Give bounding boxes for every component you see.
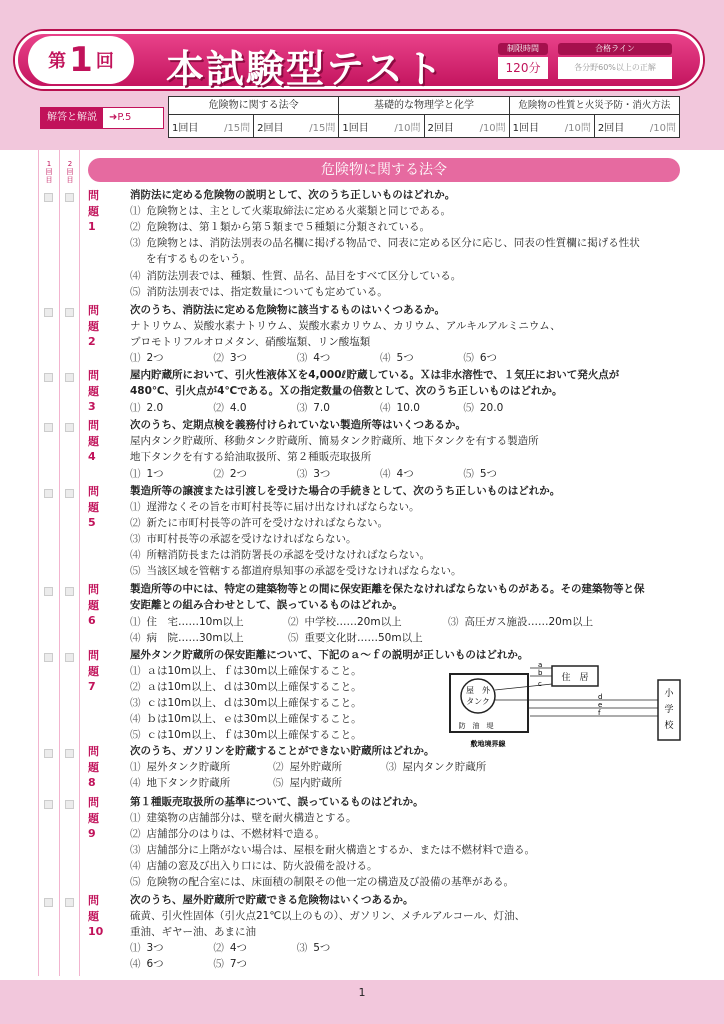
option-text: 市町村長等の承認を受けなければならない。 bbox=[146, 533, 357, 545]
review-checkbox[interactable] bbox=[44, 423, 53, 432]
option[interactable] bbox=[130, 696, 362, 712]
option[interactable] bbox=[130, 631, 244, 647]
option-text: 3つ bbox=[313, 468, 331, 480]
option-text: 高圧ガス施設……20m以上 bbox=[464, 616, 594, 628]
check-divider bbox=[59, 150, 60, 976]
option-number: ⑷ bbox=[130, 860, 141, 872]
question-number: 問題 5 bbox=[88, 485, 99, 529]
question-number: 問題 3 bbox=[88, 369, 99, 413]
question-body: 重油、ギヤー油、あまに油 bbox=[130, 926, 256, 938]
answer-label: 解答と解説 bbox=[41, 108, 103, 128]
review-checkbox[interactable] bbox=[44, 800, 53, 809]
score-cell[interactable] bbox=[339, 115, 423, 137]
option-number: ⑵ bbox=[273, 761, 284, 773]
option-text: 4つ bbox=[229, 942, 248, 954]
option[interactable] bbox=[130, 285, 388, 301]
option[interactable] bbox=[130, 564, 462, 580]
option[interactable] bbox=[130, 680, 362, 696]
option[interactable] bbox=[130, 532, 357, 548]
question-number: 問題 8 bbox=[88, 745, 99, 789]
option[interactable] bbox=[130, 516, 388, 532]
label-b: b bbox=[538, 669, 543, 677]
label-c: c bbox=[538, 680, 542, 688]
option[interactable] bbox=[213, 467, 289, 483]
check-header-1: 1回目 bbox=[45, 160, 53, 184]
option-number: ⑵ bbox=[213, 942, 224, 954]
review-checkbox[interactable] bbox=[65, 489, 74, 498]
option[interactable] bbox=[130, 269, 461, 285]
review-checkbox[interactable] bbox=[65, 898, 74, 907]
dyke-label: 防 油 堤 bbox=[458, 722, 494, 730]
option[interactable] bbox=[463, 351, 539, 367]
option-number: ⑴ bbox=[130, 468, 141, 480]
score-section bbox=[509, 97, 679, 137]
label-f: f bbox=[598, 709, 601, 717]
option-number: ⑶ bbox=[296, 352, 308, 364]
option-number: ⑸ bbox=[130, 565, 141, 577]
option-number: ⑷ bbox=[130, 958, 141, 970]
option-text: 建築物の店舗部分は、壁を耐火構造とする。 bbox=[146, 812, 357, 824]
review-checkbox[interactable] bbox=[44, 653, 53, 662]
option-number: ⑵ bbox=[213, 352, 224, 364]
review-checkbox[interactable] bbox=[44, 489, 53, 498]
question-body: ブロモトリフルオロメタン、硝酸塩類、リン酸塩類 bbox=[130, 336, 371, 348]
option-number: ⑶ bbox=[296, 402, 308, 414]
option-number: ⑴ bbox=[130, 665, 141, 677]
option-continuation bbox=[146, 252, 251, 268]
score-denominator: /10問 bbox=[479, 122, 506, 134]
question-text: 屋内貯蔵所において、引火性液体Ｘを4,000ℓ貯蔵している。Ｘは非水溶性で、１気圧において発火点が bbox=[130, 369, 620, 381]
option-text: 2つ bbox=[229, 468, 248, 480]
option-number: ⑸ bbox=[288, 632, 299, 644]
option-text: 消防法別表では、指定数量についても定めている。 bbox=[146, 286, 388, 298]
option[interactable] bbox=[130, 728, 362, 744]
option-text: 屋外貯蔵所 bbox=[289, 761, 342, 773]
option-text: 病 院……30m以上 bbox=[146, 632, 244, 644]
option-text: を有するものをいう。 bbox=[146, 253, 251, 265]
review-checkbox[interactable] bbox=[65, 587, 74, 596]
option-text: 新たに市町村長等の許可を受けなければならない。 bbox=[146, 517, 388, 529]
option-number: ⑴ bbox=[130, 942, 141, 954]
attempt-label: 2回目 bbox=[597, 122, 625, 134]
option[interactable] bbox=[130, 811, 357, 827]
option-row bbox=[130, 957, 293, 973]
check-column bbox=[38, 150, 80, 976]
option-number: ⑴ bbox=[130, 402, 141, 414]
score-cell[interactable] bbox=[253, 115, 338, 137]
option-text: 危険物とは、主として火薬取締法に定める火薬類と同じである。 bbox=[146, 205, 451, 217]
option-text: 1つ bbox=[146, 468, 164, 480]
question-number: 問題10 bbox=[88, 894, 104, 938]
score-section-title: 基礎的な物理学と化学 bbox=[339, 97, 508, 115]
option-text: 5つ bbox=[396, 352, 414, 364]
option-number: ⑴ bbox=[130, 812, 141, 824]
option-number: ⑶ bbox=[130, 844, 141, 856]
question-text: 次のうち、定期点検を義務付けられていない製造所等はいくつあるか。 bbox=[130, 419, 466, 431]
attempt-label: 1回目 bbox=[512, 122, 540, 134]
option-text: 店舗部分のはりは、不燃材料で造る。 bbox=[146, 828, 325, 840]
option-text: 消防法別表では、種類、性質、品名、品目をすべて区分している。 bbox=[146, 270, 462, 282]
option-number: ⑸ bbox=[130, 286, 141, 298]
attempt-label: 2回目 bbox=[427, 122, 454, 134]
option-number: ⑷ bbox=[380, 352, 391, 364]
option-number: ⑴ bbox=[130, 205, 141, 217]
review-checkbox[interactable] bbox=[44, 749, 53, 758]
option-text: ｃは10m以上、ｄは30m以上確保すること。 bbox=[146, 697, 362, 709]
option-number: ⑷ bbox=[130, 713, 141, 725]
option-text: 5つ bbox=[479, 468, 498, 480]
option-text: 2つ bbox=[146, 352, 164, 364]
option-number: ⑶ bbox=[448, 616, 459, 628]
option-number: ⑷ bbox=[130, 632, 141, 644]
option[interactable] bbox=[130, 220, 430, 236]
option-text: 10.0 bbox=[396, 402, 420, 414]
option-text: 中学校……20m以上 bbox=[304, 616, 402, 628]
attempt-label: 1回目 bbox=[342, 122, 369, 134]
score-denominator: /10問 bbox=[649, 122, 676, 134]
option-text: 7つ bbox=[229, 958, 248, 970]
option-number: ⑶ bbox=[130, 533, 141, 545]
option[interactable] bbox=[130, 351, 206, 367]
boundary-label: 敷地境界線 bbox=[470, 740, 506, 748]
option[interactable] bbox=[130, 957, 206, 973]
option-number: ⑵ bbox=[213, 468, 224, 480]
question-number: 問題 9 bbox=[88, 796, 99, 840]
option[interactable] bbox=[463, 467, 539, 483]
option[interactable] bbox=[213, 401, 289, 417]
option-text: 5つ bbox=[313, 942, 331, 954]
question-body: ナトリウム、炭酸水素ナトリウム、炭酸水素カリウム、カリウム、アルキルアルミニウム、 bbox=[130, 320, 561, 332]
review-checkbox[interactable] bbox=[65, 800, 74, 809]
option-text: 3つ bbox=[146, 942, 164, 954]
question-body: 硫黄、引火性固体（引火点21℃以上のもの）、ガソリン、メチルアルコール、灯油、 bbox=[130, 910, 526, 922]
option-text: ａは10m以上、ｄは30m以上確保すること。 bbox=[146, 681, 362, 693]
option[interactable] bbox=[130, 843, 535, 859]
option[interactable] bbox=[213, 941, 289, 957]
tank-label: 屋 外 bbox=[466, 686, 490, 695]
option[interactable] bbox=[130, 500, 420, 516]
option-text: 6つ bbox=[146, 958, 164, 970]
school-label: 小 bbox=[664, 689, 674, 699]
option[interactable] bbox=[380, 401, 456, 417]
tank-distance-diagram bbox=[448, 660, 688, 752]
school-label: 学 bbox=[664, 705, 674, 715]
option[interactable] bbox=[130, 615, 244, 631]
option[interactable] bbox=[380, 467, 456, 483]
question-text: 480℃、引火点が4℃である。Ｘの指定数量の倍数として、次のうち正しいものはどれか。 bbox=[130, 385, 563, 397]
option[interactable] bbox=[213, 957, 289, 973]
option-text: 7.0 bbox=[313, 402, 330, 414]
option[interactable] bbox=[130, 776, 230, 792]
score-cell[interactable] bbox=[510, 115, 594, 137]
review-checkbox[interactable] bbox=[65, 308, 74, 317]
option[interactable] bbox=[130, 664, 362, 680]
option-number: ⑵ bbox=[130, 681, 141, 693]
option[interactable] bbox=[273, 776, 342, 792]
question-number: 問題 2 bbox=[88, 304, 99, 348]
round-number: 1 bbox=[69, 40, 93, 80]
label-e: e bbox=[598, 701, 603, 709]
score-denominator: /15問 bbox=[309, 122, 336, 134]
option[interactable] bbox=[288, 631, 423, 647]
option[interactable] bbox=[463, 401, 539, 417]
review-checkbox[interactable] bbox=[65, 749, 74, 758]
question-text: 次のうち、消防法に定める危険物に該当するものはいくつあるか。 bbox=[130, 304, 445, 316]
round-prefix: 第 bbox=[48, 51, 67, 72]
option-text: 屋内タンク貯蔵所 bbox=[402, 761, 487, 773]
option-text: 重要文化財……50m以上 bbox=[304, 632, 423, 644]
option-number: ⑸ bbox=[463, 468, 474, 480]
question-body: 地下タンクを有する給油取扱所、第２種販売取扱所 bbox=[130, 451, 372, 463]
house-label: 住 居 bbox=[561, 673, 589, 683]
section-title: 危険物に関する法令 bbox=[88, 158, 680, 182]
question-text: 安距離との組み合わせとして、誤っているものはどれか。 bbox=[130, 599, 403, 611]
question-number: 問題 4 bbox=[88, 419, 99, 463]
option-text: 当該区域を管轄する都道府県知事の承認を受けなければならない。 bbox=[146, 565, 462, 577]
option[interactable] bbox=[130, 401, 206, 417]
label-d: d bbox=[598, 693, 603, 701]
answer-reference[interactable] bbox=[40, 107, 164, 129]
option-number: ⑷ bbox=[130, 549, 141, 561]
time-limit-value: 120分 bbox=[498, 57, 548, 79]
question-text: 製造所等の譲渡または引渡しを受けた場合の手続きとして、次のうち正しいものはどれか。 bbox=[130, 485, 561, 497]
option-text: 屋外タンク貯蔵所 bbox=[146, 761, 231, 773]
option-number: ⑸ bbox=[463, 352, 474, 364]
option-number: ⑸ bbox=[213, 958, 224, 970]
option-number: ⑴ bbox=[130, 761, 141, 773]
option-number: ⑶ bbox=[386, 761, 397, 773]
review-checkbox[interactable] bbox=[44, 373, 53, 382]
option-text: 地下タンク貯蔵所 bbox=[146, 777, 231, 789]
option-text: 住 宅……10m以上 bbox=[146, 616, 244, 628]
pass-line-value: 各分野60%以上の正解 bbox=[558, 57, 672, 79]
option-text: 6つ bbox=[479, 352, 498, 364]
round-suffix: 回 bbox=[95, 51, 114, 72]
option-number: ⑸ bbox=[130, 729, 141, 741]
score-table bbox=[168, 96, 680, 138]
score-section bbox=[338, 97, 508, 137]
option-text: 4つ bbox=[396, 468, 414, 480]
option-number: ⑵ bbox=[130, 221, 141, 233]
option-row bbox=[130, 401, 543, 417]
score-section-title: 危険物の性質と火災予防・消火方法 bbox=[510, 97, 679, 115]
review-checkbox[interactable] bbox=[44, 587, 53, 596]
question-text: 屋外タンク貯蔵所の保安距離について、下記のａ～ｆの説明が正しいものはどれか。 bbox=[130, 649, 529, 661]
arrow-labels bbox=[538, 661, 602, 717]
option[interactable] bbox=[130, 548, 430, 564]
option[interactable] bbox=[130, 941, 206, 957]
review-checkbox[interactable] bbox=[44, 308, 53, 317]
option-number: ⑵ bbox=[213, 402, 224, 414]
option[interactable] bbox=[130, 827, 325, 843]
question-text: 次のうち、屋外貯蔵所で貯蔵できる危険物はいくつあるか。 bbox=[130, 894, 414, 906]
option[interactable] bbox=[448, 615, 593, 631]
option-number: ⑴ bbox=[130, 352, 141, 364]
school-label: 校 bbox=[664, 721, 674, 731]
option-text: 4.0 bbox=[229, 402, 247, 414]
option-number: ⑶ bbox=[130, 237, 141, 249]
option-number: ⑷ bbox=[130, 777, 141, 789]
time-limit-label: 制限時間 bbox=[498, 43, 548, 55]
question-text: 製造所等の中には、特定の建築物等との間に保安距離を保たなければならないものがある。その建築物等と保 bbox=[130, 583, 645, 595]
attempt-label: 2回目 bbox=[257, 122, 284, 134]
score-cell[interactable] bbox=[424, 115, 509, 137]
score-cell[interactable] bbox=[594, 115, 679, 137]
option-number: ⑸ bbox=[130, 876, 141, 888]
score-row bbox=[510, 115, 679, 137]
option-number: ⑷ bbox=[130, 270, 141, 282]
option-number: ⑶ bbox=[130, 697, 141, 709]
tank-label: タンク bbox=[466, 697, 490, 706]
option-text: 屋内貯蔵所 bbox=[289, 777, 342, 789]
score-denominator: /15問 bbox=[224, 122, 251, 134]
option[interactable] bbox=[130, 204, 451, 220]
option-text: 2.0 bbox=[146, 402, 164, 414]
option-text: 危険物の配合室には、床面積の制限その他一定の構造及び設備の基準がある。 bbox=[146, 876, 514, 888]
page-number: 1 bbox=[358, 986, 366, 999]
option-number: ⑸ bbox=[463, 402, 474, 414]
option[interactable] bbox=[297, 351, 373, 367]
option-text: ｃは10m以上、ｆは30m以上確保すること。 bbox=[146, 729, 362, 741]
option-row bbox=[130, 351, 543, 367]
option-text: ａは10m以上、ｆは30m以上確保すること。 bbox=[146, 665, 362, 677]
option[interactable] bbox=[297, 467, 373, 483]
question-text: 消防法に定める危険物の説明として、次のうち正しいものはどれか。 bbox=[130, 189, 456, 201]
option-text: 3つ bbox=[229, 352, 248, 364]
question-text: 次のうち、ガソリンを貯蔵することができない貯蔵所はどれか。 bbox=[130, 745, 435, 757]
option[interactable] bbox=[130, 875, 514, 891]
score-section-title: 危険物に関する法令 bbox=[169, 97, 338, 115]
option-text: 20.0 bbox=[479, 402, 504, 414]
question-text: 第１種販売取扱所の基準について、誤っているものはどれか。 bbox=[130, 796, 424, 808]
score-row bbox=[169, 115, 338, 137]
score-cell[interactable] bbox=[169, 115, 253, 137]
option[interactable] bbox=[130, 236, 640, 252]
option-text: 店舗部分に上階がない場合は、屋根を耐火構造とするか、または不燃材料で造る。 bbox=[146, 844, 535, 856]
option-number: ⑵ bbox=[130, 828, 141, 840]
question-body: 屋内タンク貯蔵所、移動タンク貯蔵所、簡易タンク貯蔵所、地下タンクを有する製造所 bbox=[130, 435, 539, 447]
option-number: ⑵ bbox=[288, 616, 299, 628]
question-number: 問題 7 bbox=[88, 649, 99, 693]
check-header-2: 2回目 bbox=[66, 160, 74, 184]
option-text: 所轄消防長または消防署長の承認を受けなければならない。 bbox=[146, 549, 430, 561]
score-row bbox=[339, 115, 508, 137]
option-text: 危険物とは、消防法別表の品名欄に掲げる物品で、同表に定める区分に応じ、同表の性質欄に掲げる性状 bbox=[146, 237, 640, 249]
option-number: ⑴ bbox=[130, 616, 141, 628]
option[interactable] bbox=[297, 401, 373, 417]
option[interactable] bbox=[130, 760, 230, 776]
attempt-label: 1回目 bbox=[172, 122, 199, 134]
option-text: 危険物は、第１類から第５類まで５種類に分類されている。 bbox=[146, 221, 430, 233]
pass-line bbox=[558, 43, 672, 79]
option[interactable] bbox=[386, 760, 486, 776]
option-number: ⑴ bbox=[130, 501, 141, 513]
option-text: 遅滞なくその旨を市町村長等に届け出なければならない。 bbox=[146, 501, 420, 513]
review-checkbox[interactable] bbox=[44, 193, 53, 202]
option-number: ⑸ bbox=[273, 777, 284, 789]
outdoor-tank bbox=[461, 679, 495, 713]
option[interactable] bbox=[213, 351, 289, 367]
option-row bbox=[130, 941, 377, 957]
review-checkbox[interactable] bbox=[65, 653, 74, 662]
page-title: 本試験型テスト bbox=[166, 47, 445, 91]
option-text: ｂは10m以上、ｅは30m以上確保すること。 bbox=[146, 713, 362, 725]
round-badge bbox=[28, 36, 134, 84]
option-number: ⑶ bbox=[296, 468, 308, 480]
question-number: 問題 1 bbox=[88, 189, 99, 233]
option[interactable] bbox=[297, 941, 373, 957]
score-section bbox=[169, 97, 338, 137]
score-denominator: /10問 bbox=[564, 122, 591, 134]
option-number: ⑶ bbox=[296, 942, 308, 954]
question-number: 問題 6 bbox=[88, 583, 99, 627]
label-a: a bbox=[538, 661, 543, 669]
review-checkbox[interactable] bbox=[65, 193, 74, 202]
option[interactable] bbox=[380, 351, 456, 367]
option-row bbox=[130, 467, 543, 483]
option[interactable] bbox=[273, 760, 342, 776]
review-checkbox[interactable] bbox=[65, 423, 74, 432]
pass-line-label: 合格ライン bbox=[558, 43, 672, 55]
option-text: 4つ bbox=[313, 352, 331, 364]
review-checkbox[interactable] bbox=[44, 898, 53, 907]
option[interactable] bbox=[288, 615, 402, 631]
option[interactable] bbox=[130, 467, 206, 483]
review-checkbox[interactable] bbox=[65, 373, 74, 382]
score-denominator: /10問 bbox=[394, 122, 421, 134]
answer-page-link[interactable]: ➜P.5 bbox=[109, 112, 132, 123]
option-number: ⑵ bbox=[130, 517, 141, 529]
option-number: ⑷ bbox=[380, 468, 391, 480]
option[interactable] bbox=[130, 712, 362, 728]
option-text: 店舗の窓及び出入り口には、防火設備を設ける。 bbox=[146, 860, 378, 872]
option[interactable] bbox=[130, 859, 378, 875]
option-number: ⑷ bbox=[380, 402, 391, 414]
time-limit bbox=[498, 43, 548, 79]
